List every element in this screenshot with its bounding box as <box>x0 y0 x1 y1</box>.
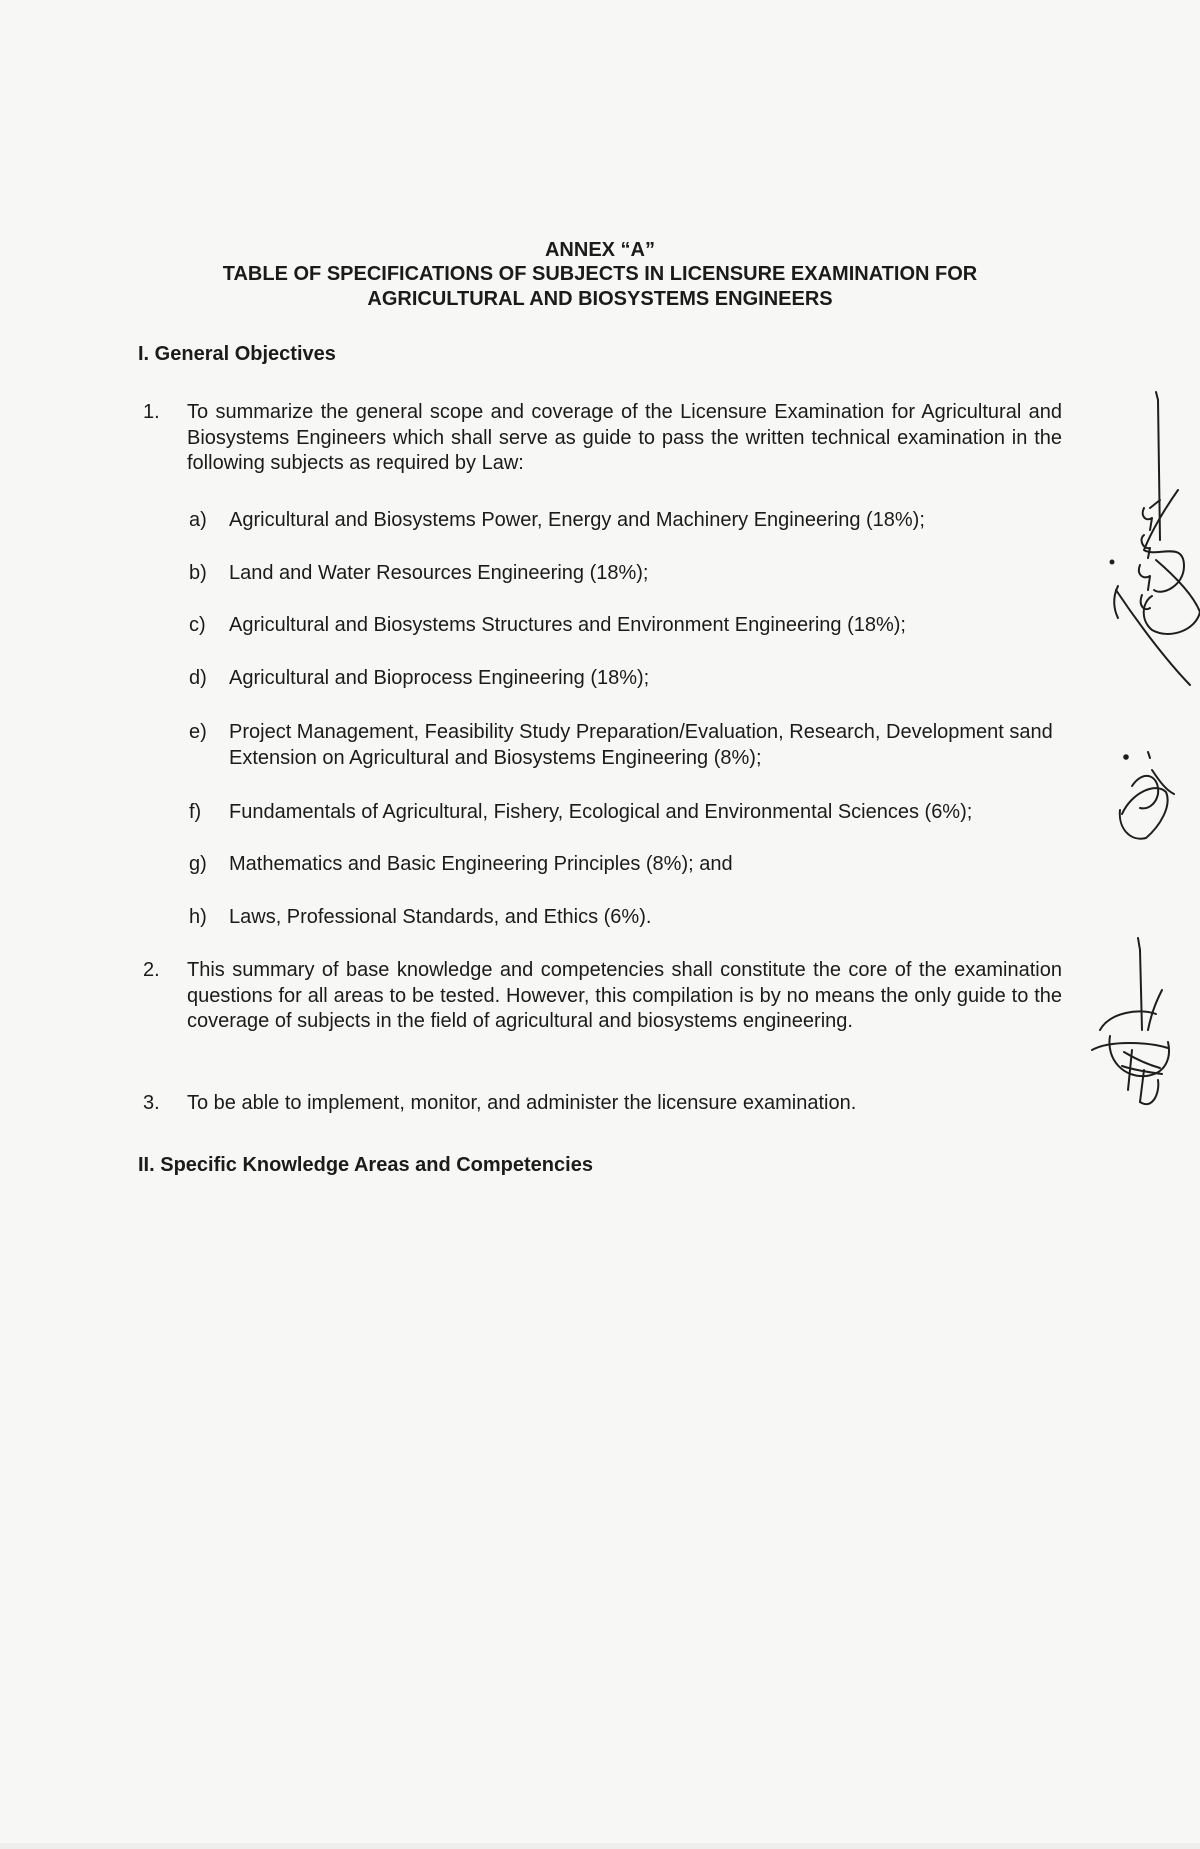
subitem-text: Agricultural and Bioprocess Engineering (18%); <box>229 667 650 689</box>
list-number: 3. <box>143 1092 160 1114</box>
objective-paragraph: To summarize the general scope and coverage of the Licensure Examination for Agricultural and Biosystems Engineers which shall serve as guide to pass the written technical examination in the following subjects as required by Law: <box>187 401 1062 474</box>
subitem-letter: d) <box>189 667 207 689</box>
subitem-text: Mathematics and Basic Engineering Principles (8%); and <box>229 853 733 875</box>
subitem-letter: c) <box>189 614 206 636</box>
subitem-text: Land and Water Resources Engineering (18%); <box>229 562 649 584</box>
subitem-letter: f) <box>189 801 202 823</box>
page-edge <box>0 1843 1200 1849</box>
objective-paragraph: To be able to implement, monitor, and administer the licensure examination. <box>187 1092 857 1114</box>
subitem-letter: e) <box>189 721 207 743</box>
subitem-letter: b) <box>189 562 207 584</box>
subitem-text: Agricultural and Biosystems Structures and Environment Engineering (18%); <box>229 614 906 636</box>
subitem-letter: h) <box>189 906 207 928</box>
title-line-1: TABLE OF SPECIFICATIONS OF SUBJECTS IN LICENSURE EXAMINATION FOR <box>222 263 978 285</box>
subitem-text: Laws, Professional Standards, and Ethics (6%). <box>229 906 652 928</box>
title-line-2: AGRICULTURAL AND BIOSYSTEMS ENGINEERS <box>367 288 833 310</box>
annex-label: ANNEX “A” <box>544 239 655 261</box>
section-heading-general-objectives: I. General Objectives <box>138 343 336 365</box>
subitem-text: Fundamentals of Agricultural, Fishery, Ecological and Environmental Sciences (6%); <box>229 801 973 823</box>
subitem-text: Project Management, Feasibility Study Preparation/Evaluation, Research, Development sand Extension on Agricultural and Biosystems Engineering (8%); <box>229 721 1053 769</box>
section-heading-specific-knowledge: II. Specific Knowledge Areas and Competencies <box>138 1154 593 1176</box>
subitem-letter: a) <box>189 509 207 531</box>
handwritten-signatures-icon <box>1060 390 1200 1130</box>
list-number: 2. <box>143 959 160 981</box>
subitem-text: Agricultural and Biosystems Power, Energy and Machinery Engineering (18%); <box>229 509 925 531</box>
subitem-letter: g) <box>189 853 207 875</box>
objective-paragraph: This summary of base knowledge and competencies shall constitute the core of the examination questions for all areas to be tested. However, this compilation is by no means the only guide to the coverage of subjects in the field of agricultural and biosystems engineering. <box>187 959 1062 1032</box>
list-number: 1. <box>143 401 160 423</box>
